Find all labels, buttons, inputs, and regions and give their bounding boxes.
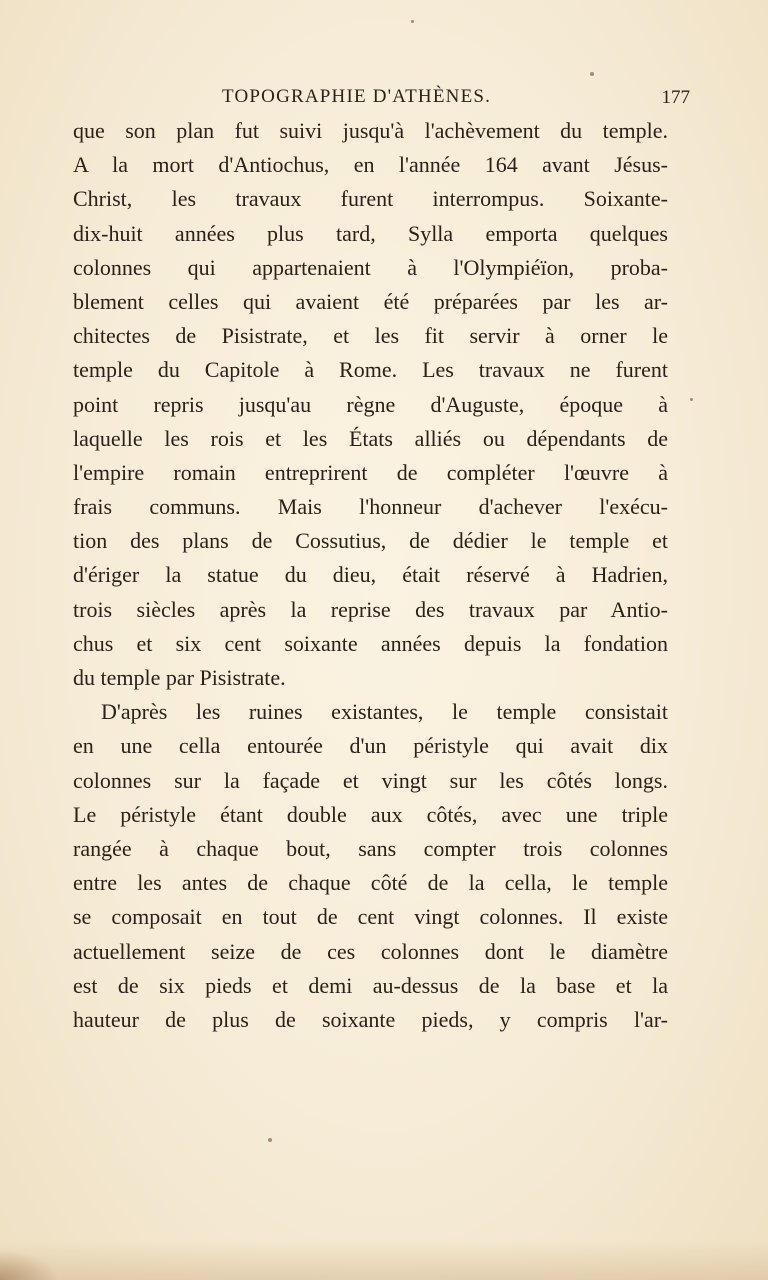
text-line: en une cella entourée d'un péristyle qui avait dix [73, 733, 668, 759]
text-line: temple du Capitole à Rome. Les travaux ne furent [73, 357, 668, 383]
running-header [222, 86, 690, 114]
running-title: TOPOGRAPHIE D'ATHÈNES. [222, 86, 492, 107]
corner-stain [0, 1250, 60, 1280]
text-line: tion des plans de Cossutius, de dédier le temple et [73, 528, 668, 554]
text-line: blement celles qui avaient été préparées par les ar- [73, 288, 668, 314]
paper-speck [590, 72, 594, 76]
text-line: Le péristyle étant double aux côtés, avec une triple [73, 801, 668, 827]
text-line: chus et six cent soixante années depuis la fondation [73, 630, 668, 656]
text-line: colonnes qui appartenaient à l'Olympiéïon, proba- [73, 254, 668, 280]
text-line: A la mort d'Antiochus, en l'année 164 avant Jésus- [73, 152, 668, 178]
text-line: rangée à chaque bout, sans compter trois colonnes [73, 835, 668, 861]
text-line: actuellement seize de ces colonnes dont le diamètre [73, 938, 668, 964]
paper-speck [411, 20, 414, 23]
paragraph-first-line: D'après les ruines existantes, le temple consistait [101, 699, 668, 725]
paper-speck [268, 1138, 272, 1142]
text-line: hauteur de plus de soixante pieds, y compris l'ar- [73, 1006, 668, 1032]
page-edge-stain [0, 1240, 768, 1280]
page-number: 177 [661, 87, 690, 108]
text-line: est de six pieds et demi au-dessus de la base et la [73, 972, 668, 998]
text-line: dix-huit années plus tard, Sylla emporta quelques [73, 220, 668, 246]
text-line: point repris jusqu'au règne d'Auguste, époque à [73, 391, 668, 417]
paragraph-end-line: du temple par Pisistrate. [73, 665, 286, 690]
text-line: Christ, les travaux furent interrompus. Soixante- [73, 186, 668, 212]
text-line: laquelle les rois et les États alliés ou dépendants de [73, 425, 668, 451]
text-line: l'empire romain entreprirent de compléter l'œuvre à [73, 459, 668, 485]
paper-speck [690, 398, 693, 401]
text-line: se composait en tout de cent vingt colonnes. Il existe [73, 904, 668, 930]
body-text [73, 114, 668, 1037]
text-line: chitectes de Pisistrate, et les fit servir à orner le [73, 323, 668, 349]
text-line: que son plan fut suivi jusqu'à l'achèvement du temple. [73, 118, 668, 143]
text-line: entre les antes de chaque côté de la cella, le temple [73, 870, 668, 896]
text-line: d'ériger la statue du dieu, était réservé à Hadrien, [73, 562, 668, 588]
text-line: frais communs. Mais l'honneur d'achever l'exécu- [73, 494, 668, 520]
text-line: trois siècles après la reprise des travaux par Antio- [73, 596, 668, 622]
text-line: colonnes sur la façade et vingt sur les côtés longs. [73, 767, 668, 793]
